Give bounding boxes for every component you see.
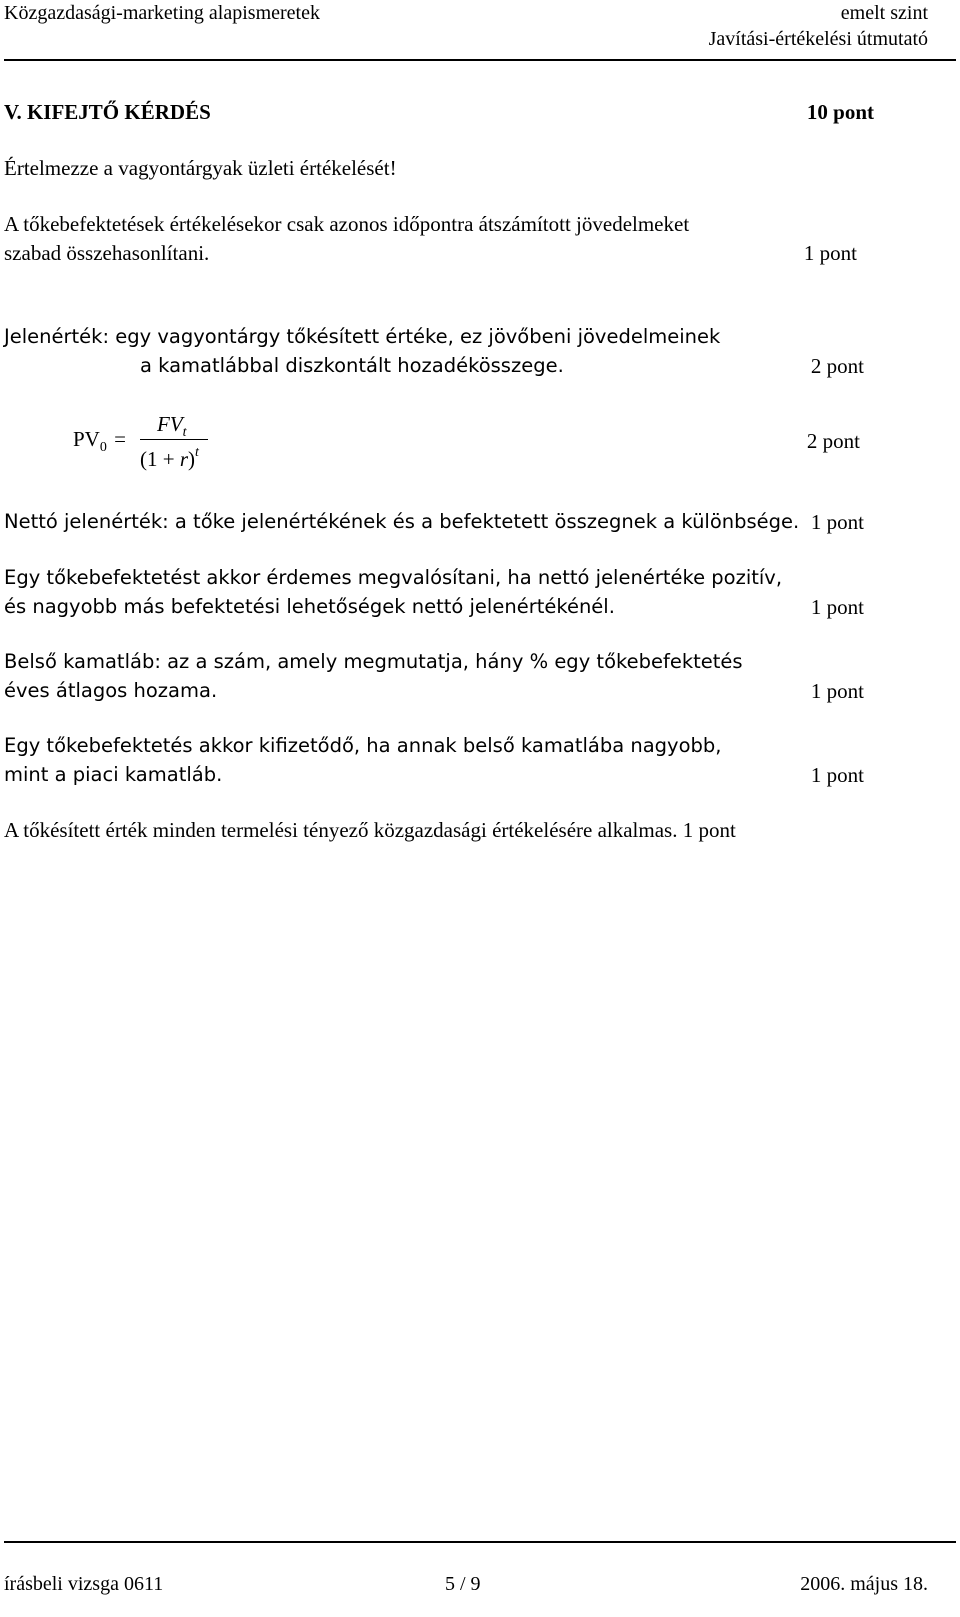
- footer-date: 2006. május 18.: [800, 1573, 928, 1595]
- formula-pv: PV: [73, 427, 100, 451]
- section-points: 10 pont: [806, 100, 874, 124]
- formula-fv-sub: t: [182, 425, 187, 440]
- present-value-line-2: a kamatlábbal diszkontált hozadékösszege.: [140, 354, 564, 377]
- payback-line-2: mint a piaci kamatláb.: [4, 763, 223, 786]
- header-guide: Javítási-értékelési útmutató: [708, 28, 928, 50]
- payback-line-1: Egy tőkebefektetés akkor kifizetődő, ha annak belső kamatlába nagyobb,: [4, 734, 722, 757]
- npv-line-1: Nettó jelenérték: a tőke jelenértékének és a befektetett összegnek a különbsége.: [4, 510, 800, 533]
- present-value-points: 2 pont: [810, 354, 864, 378]
- irr-line-1: Belső kamatláb: az a szám, amely megmutatja, hány % egy tőkebefektetés: [4, 650, 743, 673]
- comparison-line-1: A tőkebefektetések értékelésekor csak azonos időpontra átszámított jövedelmeket: [4, 212, 690, 236]
- formula-den-r: r: [179, 447, 189, 471]
- section-title: V. KIFEJTŐ KÉRDÉS: [4, 100, 211, 124]
- formula-den-open: (1: [140, 447, 158, 471]
- irr-points: 1 pont: [810, 679, 864, 703]
- invest-decision-points: 1 pont: [810, 595, 864, 619]
- footer-rule: [4, 1541, 956, 1543]
- comparison-line-2: szabad összehasonlítani.: [4, 241, 210, 265]
- formula-den-exp: t: [195, 445, 199, 460]
- header-level: emelt szint: [840, 2, 928, 24]
- footer-page: 5 / 9: [445, 1573, 481, 1595]
- header-rule: [4, 59, 956, 61]
- comparison-points: 1 pont: [803, 241, 857, 265]
- npv-points: 1 pont: [810, 510, 864, 534]
- capitalized-line-1: [4, 816, 736, 844]
- formula-numerator: [157, 411, 187, 441]
- formula-den-close: ): [188, 447, 196, 471]
- header-subject: Közgazdasági-marketing alapismeretek: [4, 2, 320, 24]
- capitalized-points: 1 pont: [682, 818, 736, 842]
- payback-points: 1 pont: [810, 763, 864, 787]
- irr-line-2: éves átlagos hozama.: [4, 679, 218, 702]
- invest-decision-line-2: és nagyobb más befektetési lehetőségek nettó jelenértékénél.: [4, 595, 615, 618]
- formula-fraction-bar: [140, 439, 208, 440]
- present-value-line-1: Jelenérték: egy vagyontárgy tőkésített értéke, ez jövőbeni jövedelmeinek: [4, 325, 721, 348]
- formula-pv-sub: 0: [99, 440, 107, 455]
- task-prompt: Értelmezze a vagyontárgyak üzleti értékelését!: [4, 156, 397, 180]
- formula-lhs: [73, 426, 126, 456]
- formula-points: 2 pont: [806, 429, 860, 453]
- formula-fv: FV: [157, 412, 183, 436]
- invest-decision-line-1: Egy tőkebefektetést akkor érdemes megvalósítani, ha nettó jelenértéke pozitív,: [4, 566, 783, 589]
- footer-exam: írásbeli vizsga 0611: [4, 1573, 164, 1595]
- formula-den-plus: +: [162, 447, 175, 471]
- formula-denominator: [140, 446, 199, 476]
- capitalized-text: A tőkésített érték minden termelési tényező közgazdasági értékelésére alkalmas.: [4, 818, 678, 842]
- formula-equals: =: [114, 427, 126, 451]
